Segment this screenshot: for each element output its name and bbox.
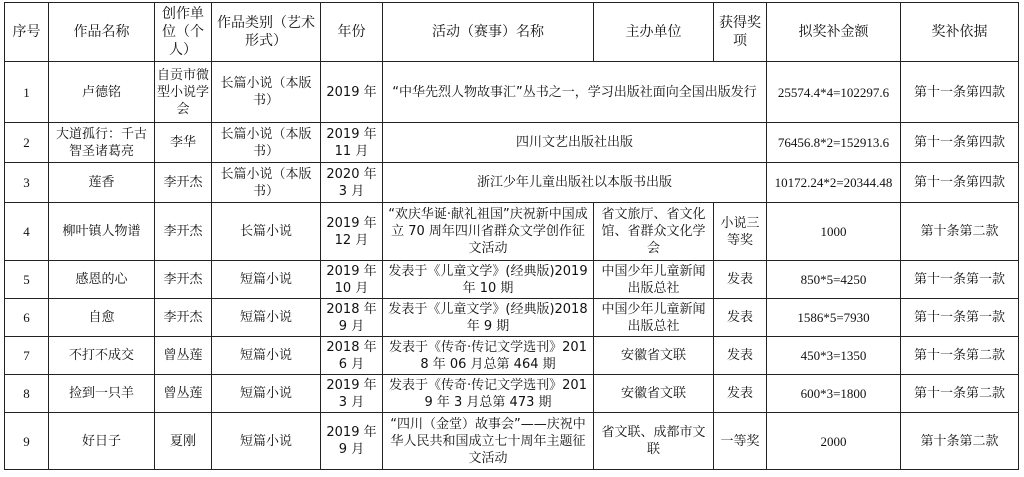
cell-amount: 600*3=1800 — [767, 375, 901, 413]
table-row — [5, 299, 1019, 337]
cell-unit: 李开杰 — [155, 261, 212, 299]
header-work: 作品名称 — [49, 3, 155, 62]
cell-organizer: 安徽省文联 — [594, 337, 714, 375]
header-award: 获得奖项 — [714, 3, 767, 62]
cell-award: 发表 — [714, 337, 767, 375]
cell-basis: 第十一条第二款 — [901, 337, 1019, 375]
cell-work: 莲香 — [49, 163, 155, 203]
cell-unit: 曾丛莲 — [155, 337, 212, 375]
cell-activity: “中华先烈人物故事汇”丛书之一，学习出版社面向全国出版发行 — [383, 62, 767, 123]
cell-activity: 四川文艺出版社出版 — [383, 123, 767, 163]
cell-award: 一等奖 — [714, 413, 767, 470]
cell-basis: 第十一条第四款 — [901, 163, 1019, 203]
cell-activity: 发表于《传奇·传记文学选刊》2018 年 06 月总第 464 期 — [383, 337, 594, 375]
table-row — [5, 163, 1019, 203]
cell-unit: 李开杰 — [155, 299, 212, 337]
header-amount: 拟奖补金额 — [767, 3, 901, 62]
cell-no: 8 — [5, 375, 49, 413]
header-organizer: 主办单位 — [594, 3, 714, 62]
cell-amount: 850*5=4250 — [767, 261, 901, 299]
cell-activity: 发表于《传奇·传记文学选刊》2019 年 3 月总第 473 期 — [383, 375, 594, 413]
cell-no: 4 — [5, 203, 49, 261]
cell-year: 2019 年 10 月 — [321, 261, 383, 299]
cell-year: 2020 年 3 月 — [321, 163, 383, 203]
cell-no: 6 — [5, 299, 49, 337]
cell-amount: 1000 — [767, 203, 901, 261]
cell-year: 2019 年 3 月 — [321, 375, 383, 413]
cell-year: 2018 年 9 月 — [321, 299, 383, 337]
cell-basis: 第十一条第一款 — [901, 261, 1019, 299]
cell-unit: 夏刚 — [155, 413, 212, 470]
table-row — [5, 261, 1019, 299]
cell-amount: 1586*5=7930 — [767, 299, 901, 337]
cell-award: 发表 — [714, 261, 767, 299]
cell-category: 长篇小说（本版书） — [212, 123, 321, 163]
cell-unit: 李开杰 — [155, 203, 212, 261]
cell-no: 9 — [5, 413, 49, 470]
cell-organizer: 安徽省文联 — [594, 375, 714, 413]
cell-year: 2019 年 12 月 — [321, 203, 383, 261]
cell-basis: 第十一条第四款 — [901, 123, 1019, 163]
cell-activity: 发表于《儿童文学》(经典版)2019 年 10 期 — [383, 261, 594, 299]
cell-year: 2019 年 11 月 — [321, 123, 383, 163]
cell-amount: 450*3=1350 — [767, 337, 901, 375]
cell-organizer: 省文旅厅、省文化馆、省群众文化学会 — [594, 203, 714, 261]
cell-award: 发表 — [714, 375, 767, 413]
cell-category: 短篇小说 — [212, 299, 321, 337]
cell-no: 3 — [5, 163, 49, 203]
cell-work: 好日子 — [49, 413, 155, 470]
award-table — [4, 2, 1019, 470]
cell-category: 短篇小说 — [212, 375, 321, 413]
cell-unit: 自贡市微型小说学会 — [155, 62, 212, 123]
table-row — [5, 337, 1019, 375]
table-row — [5, 203, 1019, 261]
header-year: 年份 — [321, 3, 383, 62]
cell-category: 长篇小说（本版书） — [212, 163, 321, 203]
table-row — [5, 123, 1019, 163]
cell-no: 1 — [5, 62, 49, 123]
cell-activity: “欢庆华诞·献礼祖国”庆祝新中国成立 70 周年四川省群众文学创作征文活动 — [383, 203, 594, 261]
cell-work: 卢德铭 — [49, 62, 155, 123]
header-no: 序号 — [5, 3, 49, 62]
cell-basis: 第十一条第一款 — [901, 299, 1019, 337]
table-row — [5, 375, 1019, 413]
cell-organizer: 省文联、成都市文联 — [594, 413, 714, 470]
table-row — [5, 62, 1019, 123]
cell-basis: 第十一条第二款 — [901, 375, 1019, 413]
cell-unit: 曾丛莲 — [155, 375, 212, 413]
cell-category: 长篇小说 — [212, 203, 321, 261]
cell-basis: 第十一条第四款 — [901, 62, 1019, 123]
cell-organizer: 中国少年儿童新闻出版总社 — [594, 261, 714, 299]
cell-award: 发表 — [714, 299, 767, 337]
cell-work: 捡到一只羊 — [49, 375, 155, 413]
cell-work: 大道孤行：千古智圣诸葛亮 — [49, 123, 155, 163]
cell-amount: 25574.4*4=102297.6 — [767, 62, 901, 123]
header-category: 作品类别（艺术形式） — [212, 3, 321, 62]
cell-category: 长篇小说（本版书） — [212, 62, 321, 123]
header-row — [5, 3, 1019, 62]
header-activity: 活动（赛事）名称 — [383, 3, 594, 62]
cell-basis: 第十条第二款 — [901, 203, 1019, 261]
cell-work: 感恩的心 — [49, 261, 155, 299]
cell-year: 2018 年 6 月 — [321, 337, 383, 375]
cell-unit: 李华 — [155, 123, 212, 163]
table-row — [5, 413, 1019, 470]
cell-work: 自愈 — [49, 299, 155, 337]
cell-organizer: 中国少年儿童新闻出版总社 — [594, 299, 714, 337]
cell-no: 5 — [5, 261, 49, 299]
cell-amount: 76456.8*2=152913.6 — [767, 123, 901, 163]
cell-year: 2019 年 9 月 — [321, 413, 383, 470]
cell-basis: 第十条第二款 — [901, 413, 1019, 470]
cell-work: 不打不成交 — [49, 337, 155, 375]
cell-amount: 2000 — [767, 413, 901, 470]
cell-amount: 10172.24*2=20344.48 — [767, 163, 901, 203]
cell-activity: 浙江少年儿童出版社以本版书出版 — [383, 163, 767, 203]
cell-activity: 发表于《儿童文学》(经典版)2018 年 9 期 — [383, 299, 594, 337]
cell-unit: 李开杰 — [155, 163, 212, 203]
cell-category: 短篇小说 — [212, 261, 321, 299]
cell-award: 小说三等奖 — [714, 203, 767, 261]
cell-category: 短篇小说 — [212, 337, 321, 375]
cell-no: 7 — [5, 337, 49, 375]
cell-activity: “四川（金堂）故事会”——庆祝中华人民共和国成立七十周年主题征文活动 — [383, 413, 594, 470]
header-unit: 创作单位（个人） — [155, 3, 212, 62]
cell-year: 2019 年 — [321, 62, 383, 123]
cell-category: 短篇小说 — [212, 413, 321, 470]
cell-no: 2 — [5, 123, 49, 163]
cell-work: 柳叶镇人物谱 — [49, 203, 155, 261]
header-basis: 奖补依据 — [901, 3, 1019, 62]
